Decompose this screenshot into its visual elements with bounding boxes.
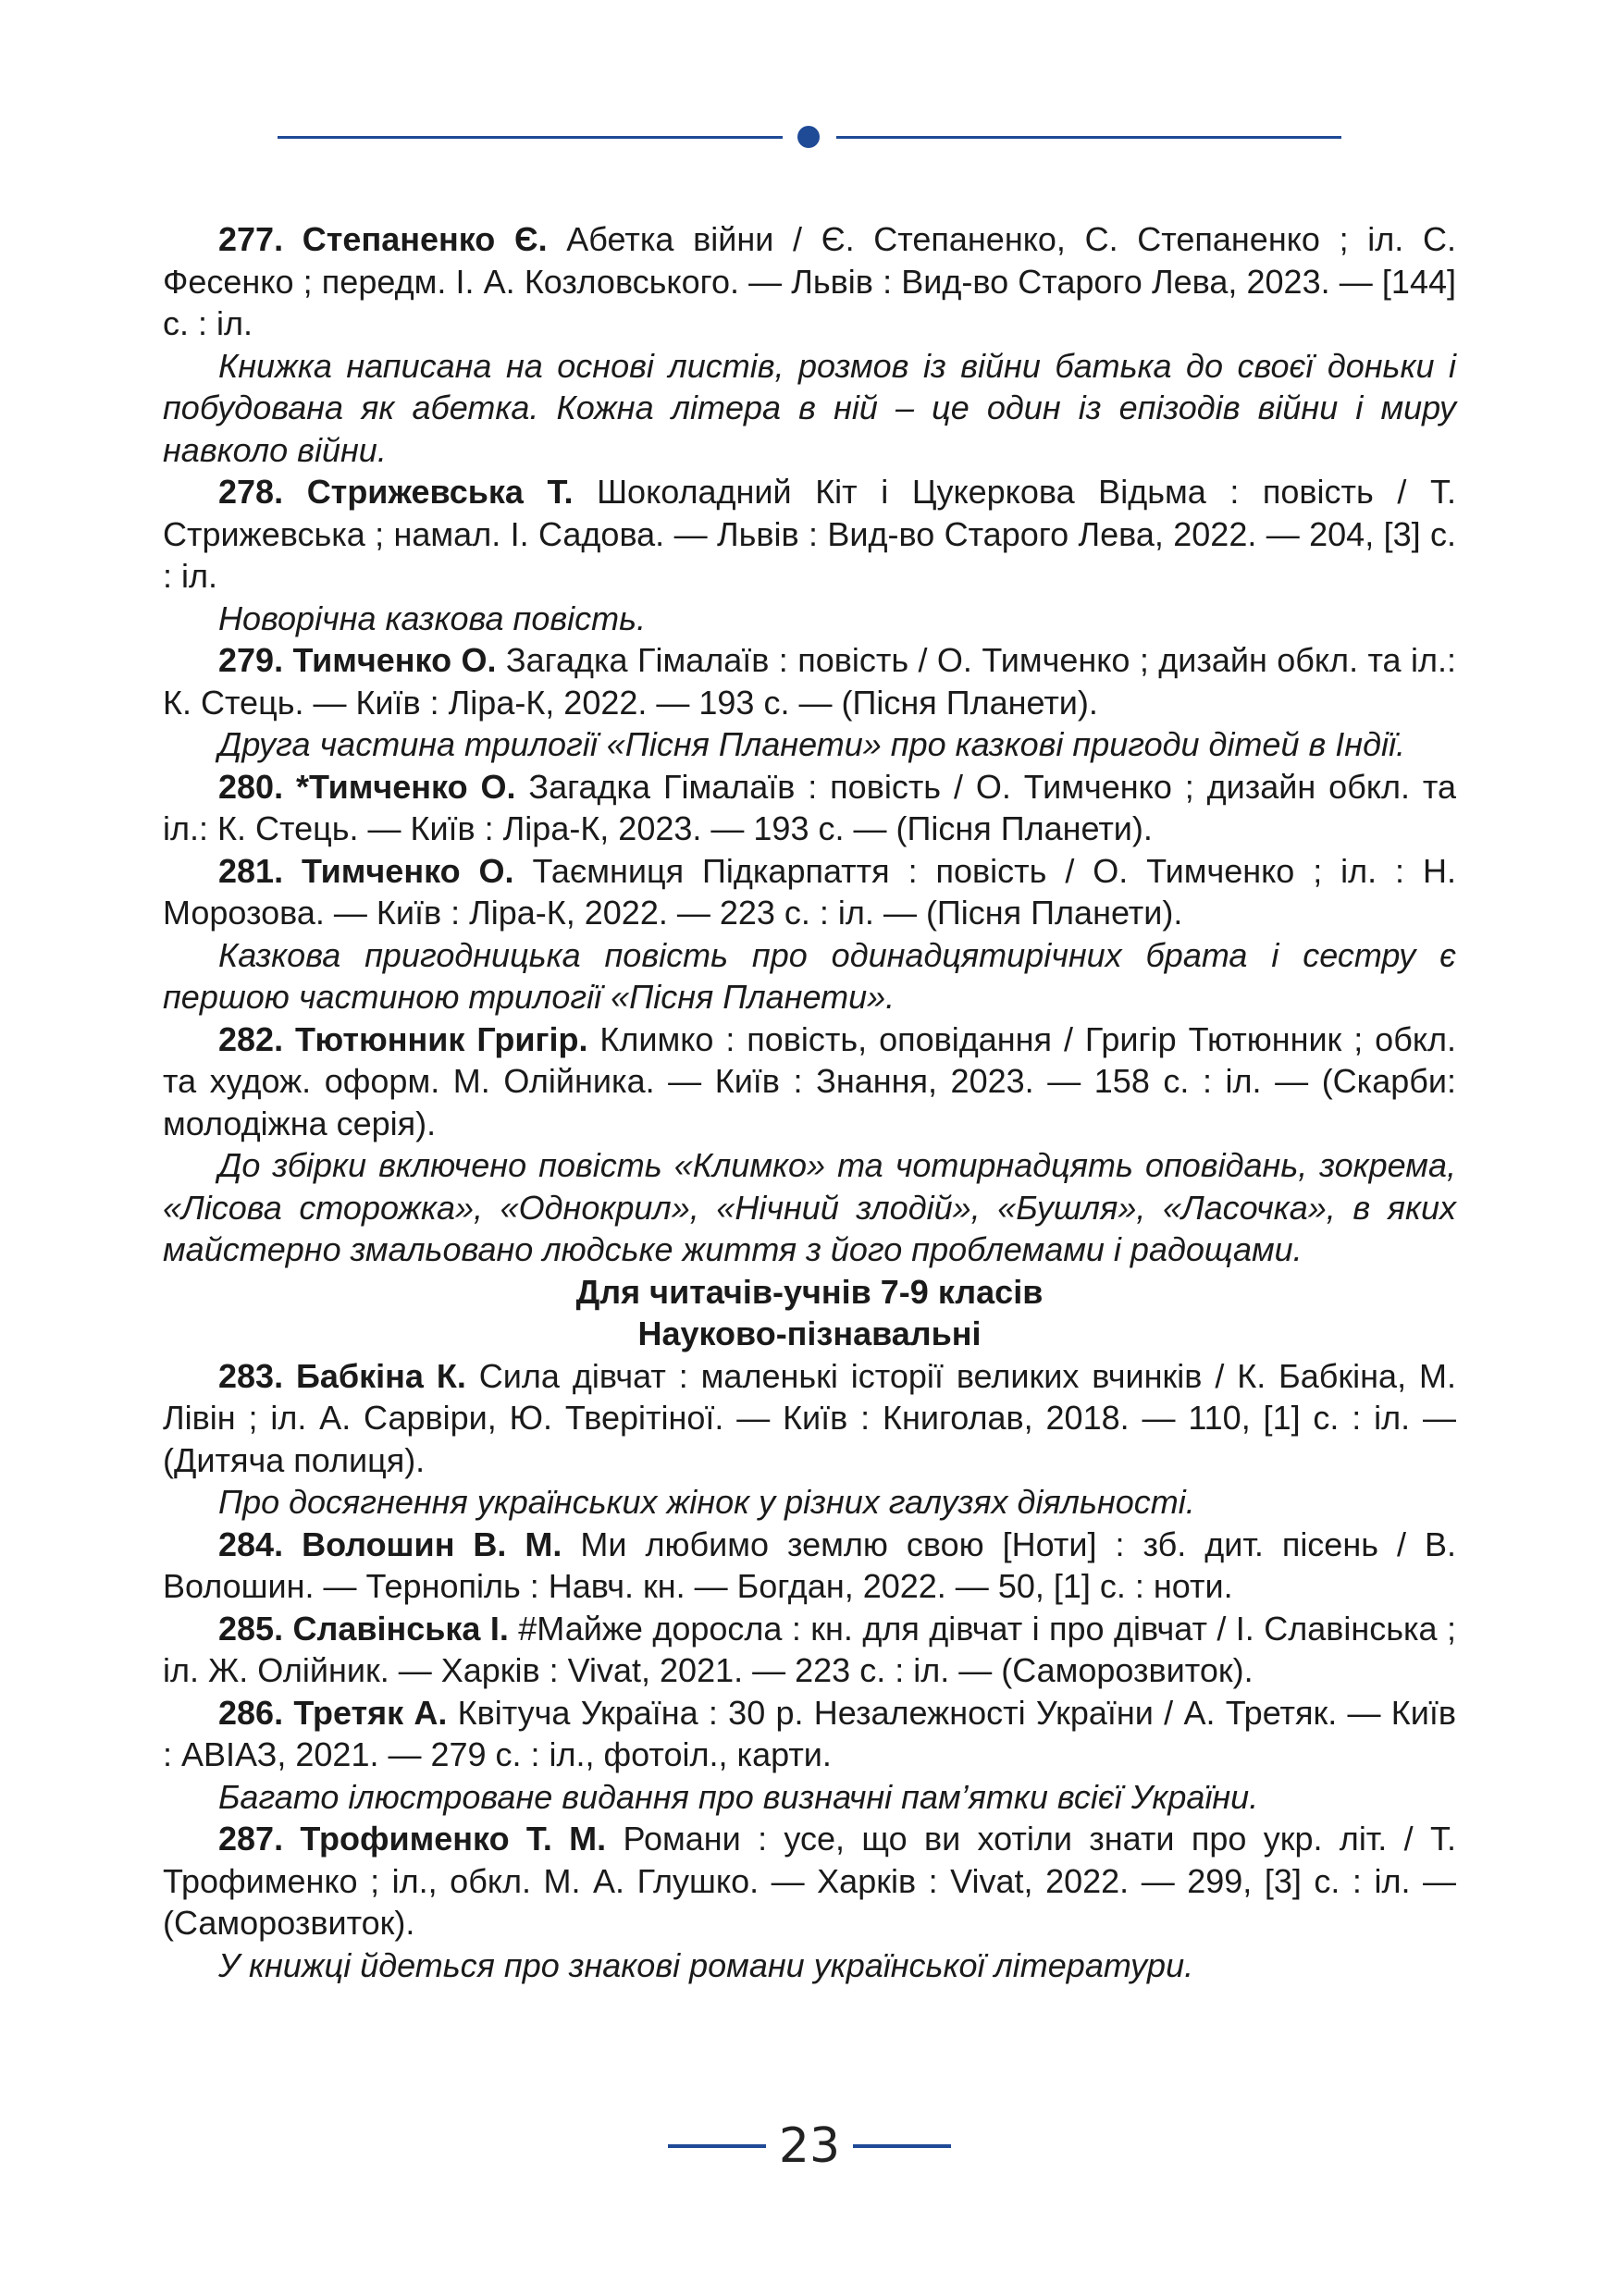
ornament-line-right — [836, 136, 1341, 139]
ornament-line-left — [278, 136, 783, 139]
entry-285 — [163, 1608, 1456, 1692]
section-heading-genre: Науково-пізнавальні — [637, 1315, 982, 1352]
entry-number: 284. — [218, 1524, 284, 1563]
entry-284 — [163, 1524, 1456, 1608]
entry-287 — [163, 1818, 1456, 1944]
entry-number: 279. — [218, 641, 284, 679]
entry-text: Загадка Гімалаїв : повість / О. Тимченко ; дизайн обкл. та іл.: К. Стець. — Київ : Ліра-К, 2022. — 193 с. — (Пісня Планети). — [163, 641, 1456, 722]
entry-annotation: Про досягнення українських жінок у різних галузях діяльності. — [218, 1483, 1195, 1521]
entry-278 — [163, 471, 1456, 598]
entry-text: Таємниця Підкарпаття : повість / О. Тимченко ; іл. : Н. Морозова. — Київ : Ліра-К, 2022. — 223 с. : іл. — (Пісня Планети). — [163, 851, 1456, 932]
footer-line-left — [668, 2144, 766, 2148]
entry-author: *Тимченко О. — [295, 767, 516, 806]
entry-text: Сила дівчат : маленькі історії великих вчинків / К. Бабкіна, М. Лівін ; іл. А. Сарвіри, Ю. Тверітіної. — Київ : Книголав, 2018. — 110, [1] с. : іл. — (Дитяча полиця). — [163, 1356, 1456, 1479]
entry-277 — [163, 218, 1456, 345]
entry-author: Тимченко О. — [292, 641, 497, 679]
entry-number: 280. — [218, 767, 284, 806]
entry-text: Климко : повість, оповідання / Григір Тютюнник ; обкл. та худож. оформ. М. Олійника. — Київ : Знання, 2023. — 158 с. : іл. — (Скарби: молодіжна серія). — [163, 1019, 1456, 1142]
entry-annotation: Новорічна казкова повість. — [218, 599, 647, 637]
entry-annotation: У книжці йдеться про знакові романи української літератури. — [218, 1945, 1194, 1984]
entry-author: Славінська І. — [292, 1609, 509, 1648]
entry-author: Третяк А. — [293, 1693, 448, 1732]
entry-annotation: Книжка написана на основі листів, розмов із війни батька до своєї доньки і побудована як абетка. Кожна літера в ній – це один із епізодів війни і миру навколо війни. — [163, 346, 1456, 469]
entry-author: Стрижевська Т. — [306, 473, 574, 511]
entry-author: Тютюнник Григір. — [295, 1019, 588, 1058]
top-ornament — [278, 126, 1341, 148]
entry-280 — [163, 766, 1456, 850]
entry-text: Загадка Гімалаїв : повість / О. Тимченко ; дизайн обкл. та іл.: К. Стець. — Київ : Ліра-К, 2023. — 193 с. — (Пісня Планети). — [163, 767, 1456, 847]
entry-286 — [163, 1692, 1456, 1776]
bibliography-list — [163, 218, 1456, 1986]
entry-text: Романи : усе, що ви хотіли знати про укр. літ. / Т. Трофименко ; іл., обкл. М. А. Глушко. — Харків : Vivat, 2022. — 299, [3] с. : іл. — (Саморозвиток). — [163, 1820, 1456, 1942]
entry-author: Бабкіна К. — [296, 1356, 466, 1395]
ornament-dot — [797, 126, 820, 148]
entry-number: 286. — [218, 1693, 284, 1732]
page-footer — [668, 2118, 951, 2174]
entry-281 — [163, 850, 1456, 934]
entry-text: Квітуча Україна : 30 р. Незалежності України / А. Третяк. — Київ : АВІАЗ, 2021. — 279 с. : іл., фотоіл., карти. — [163, 1693, 1456, 1773]
entry-number: 283. — [218, 1356, 284, 1395]
entry-number: 287. — [218, 1820, 284, 1858]
entry-number: 285. — [218, 1609, 284, 1648]
entry-number: 278. — [218, 473, 284, 511]
entry-author: Трофименко Т. М. — [300, 1820, 607, 1858]
entry-279 — [163, 639, 1456, 723]
entry-author: Волошин В. М. — [302, 1524, 562, 1563]
page-number: 23 — [778, 2118, 841, 2174]
entry-text: #Майже доросла : кн. для дівчат і про дівчат / І. Славінська ; іл. Ж. Олійник. — Харків : Vivat, 2021. — 223 с. : іл. — (Саморозвиток). — [163, 1609, 1456, 1689]
entry-number: 277. — [218, 220, 284, 258]
section-heading-audience: Для читачів-учнів 7-9 класів — [575, 1272, 1044, 1311]
entry-number: 282. — [218, 1019, 284, 1058]
entry-author: Степаненко Є. — [302, 220, 548, 258]
entry-text: Шоколадний Кіт і Цукеркова Відьма : повість / Т. Стрижевська ; намал. І. Садова. — Львів : Вид-во Старого Лева, 2022. — 204, [3] с. : іл. — [163, 473, 1456, 595]
entry-annotation: Друга частина трилогії «Пісня Планети» про казкові пригоди дітей в Індії. — [218, 725, 1405, 763]
footer-line-right — [853, 2144, 951, 2148]
entry-annotation: До збірки включено повість «Климко» та чотирнадцять оповідань, зокрема, «Лісова сторожка», «Однокрил», «Нічний злодій», «Бушля», «Ласочка», в яких майстерно змальовано людське життя з його проблемами і радощами. — [163, 1146, 1456, 1268]
entry-text: Ми любимо землю свою [Ноти] : зб. дит. пісень / В. Волошин. — Тернопіль : Навч. кн. — Богдан, 2022. — 50, [1] с. : ноти. — [163, 1524, 1456, 1605]
entry-282 — [163, 1018, 1456, 1145]
entry-author: Тимченко О. — [302, 851, 514, 890]
entry-283 — [163, 1355, 1456, 1482]
entry-number: 281. — [218, 851, 284, 890]
entry-text: Абетка війни / Є. Степаненко, С. Степаненко ; іл. С. Фесенко ; передм. І. А. Козловського. — Львів : Вид-во Старого Лева, 2023. — [144] с. : іл. — [163, 220, 1456, 342]
entry-annotation: Багато ілюстроване видання про визначні пам’ятки всієї України. — [218, 1777, 1259, 1816]
entry-annotation: Казкова пригодницька повість про одинадцятирічних брата і сестру є першою частиною трилогії «Пісня Планети». — [163, 935, 1456, 1016]
